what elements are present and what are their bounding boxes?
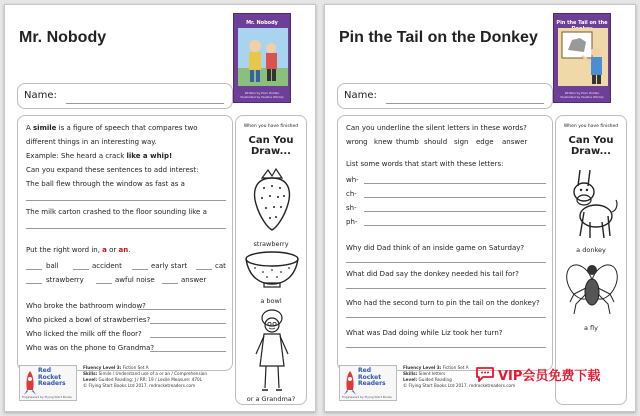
word-ball: ball <box>46 262 59 270</box>
copyright: © Flying Start Books Ltd 2017. redrocketreaders.com <box>83 383 196 388</box>
answer-line[interactable] <box>346 347 546 348</box>
vip-watermark <box>475 363 600 385</box>
bowl-drawing <box>243 250 301 290</box>
rocket-icon <box>343 370 357 396</box>
when-finished-label: When you have finished <box>243 124 299 129</box>
cover-authors: Written by Pam Holden Illustrated by Pauline Whimp <box>560 91 604 99</box>
book-cover <box>553 13 611 103</box>
level: Level: Guided Reading: J / RR: 19 / Lexile Measure: 470L <box>83 377 203 382</box>
word-early-start: early start <box>151 262 188 270</box>
list-words-instruction: List some words that start with these letters: <box>346 160 504 168</box>
silent-word-wrong[interactable]: wrong <box>346 138 368 146</box>
silent-word-thumb[interactable]: thumb <box>396 138 419 146</box>
word-strawberry: strawberry <box>46 276 84 284</box>
answer-line[interactable] <box>364 197 546 198</box>
fluency-level: Fluency Level 3: Fiction Set A <box>403 365 469 370</box>
caption-bowl: a bowl <box>260 297 282 305</box>
blank-line[interactable] <box>196 269 212 270</box>
level: Level: Guided Reading <box>403 377 452 382</box>
rocket-icon <box>23 370 37 396</box>
skills: Skills: Simile / Understand use of a or an / Comprehension <box>83 371 207 376</box>
answer-line[interactable] <box>364 183 546 184</box>
question-1: Why did Dad think of an inside game on Saturday? <box>346 244 525 252</box>
expand-instruction: Can you expand these sentences to add interest: <box>26 166 199 174</box>
caption-strawberry: strawberry <box>253 240 289 248</box>
answer-line[interactable] <box>364 211 546 212</box>
question-2: Who picked a bowl of strawberries? <box>26 316 151 324</box>
caption-fly: a fly <box>584 324 598 332</box>
question-4: What was Dad doing while Liz took her turn? <box>346 329 503 337</box>
silent-word-sign[interactable]: sign <box>454 138 469 146</box>
skills: Skills: Silent letters <box>403 371 446 376</box>
answer-line[interactable] <box>346 288 546 289</box>
can-you-draw-panel <box>235 115 307 405</box>
name-field[interactable] <box>386 103 544 104</box>
vip-watermark-text: VIP会员免费下载 <box>498 368 601 384</box>
copyright: © Flying Start Books Ltd 2017. redrocketreaders.com <box>403 383 516 388</box>
answer-line[interactable] <box>26 228 226 229</box>
question-3: Who licked the milk off the floor? <box>26 330 142 338</box>
fluency-level: Fluency Level 3: Fiction Set A <box>83 365 149 370</box>
word-answer: answer <box>181 276 207 284</box>
answer-line[interactable] <box>26 200 226 201</box>
footer <box>17 361 233 405</box>
blank-line[interactable] <box>73 269 89 270</box>
question-4: Who was on the phone to Grandma? <box>26 344 155 352</box>
answer-line[interactable] <box>150 351 226 352</box>
name-box <box>17 83 233 109</box>
answer-line[interactable] <box>346 262 546 263</box>
name-field[interactable] <box>66 103 224 104</box>
answer-line[interactable] <box>364 225 546 226</box>
prefix-wh: wh- <box>346 176 359 184</box>
name-box <box>337 83 553 109</box>
blank-line[interactable] <box>162 283 178 284</box>
question-2: What did Dad say the donkey needed his tail for? <box>346 270 519 278</box>
word-cat: cat <box>215 262 226 270</box>
blank-line[interactable] <box>132 269 148 270</box>
strawberry-drawing <box>250 166 294 232</box>
question-1: Who broke the bathroom window? <box>26 302 146 310</box>
silent-word-knew[interactable]: knew <box>374 138 393 146</box>
answer-line[interactable] <box>150 337 226 338</box>
chat-bubble-icon <box>475 366 495 382</box>
silent-word-should[interactable]: should <box>424 138 448 146</box>
sentence-prompt-1: The ball flew through the window as fast as a <box>26 180 185 188</box>
fly-drawing <box>566 258 618 320</box>
grandma-drawing <box>252 308 292 394</box>
page-title: Pin the Tail on the Donkey <box>339 29 538 46</box>
silent-letters-instruction: Can you underline the silent letters in these words? <box>346 124 527 132</box>
sentence-prompt-2: The milk carton crashed to the floor sounding like a <box>26 208 207 216</box>
worksheet-pin-the-tail <box>324 4 636 412</box>
caption-donkey: a donkey <box>576 246 606 254</box>
blank-line[interactable] <box>96 283 112 284</box>
silent-word-edge[interactable]: edge <box>476 138 494 146</box>
prefix-ch: ch- <box>346 190 357 198</box>
blank-line[interactable] <box>26 269 42 270</box>
can-you-draw-panel <box>555 115 627 405</box>
name-label: Name: <box>344 90 377 101</box>
can-you-draw-heading: Can You Draw... <box>568 135 614 157</box>
cover-illustration <box>238 28 288 86</box>
page-title: Mr. Nobody <box>19 29 107 46</box>
simile-definition-line: A simile is a figure of speech that compares two <box>26 124 198 132</box>
question-3: Who had the second turn to pin the tail on the donkey? <box>346 299 540 307</box>
cover-illustration <box>558 28 608 86</box>
book-cover <box>233 13 291 103</box>
exercise-panel <box>17 115 233 371</box>
answer-line[interactable] <box>150 323 226 324</box>
exercise-panel <box>337 115 553 371</box>
red-rocket-readers-logo: Red Rocket Readers Engineered by Flying Start Books <box>339 365 397 401</box>
when-finished-label: When you have finished <box>563 124 619 129</box>
silent-word-answer[interactable]: answer <box>502 138 528 146</box>
prefix-sh: sh- <box>346 204 357 212</box>
can-you-draw-heading: Can You Draw... <box>248 135 294 157</box>
caption-grandma: or a Grandma? <box>246 395 296 403</box>
cover-title: Mr. Nobody <box>246 20 278 26</box>
word-awful-noise: awful noise <box>115 276 155 284</box>
cover-authors: Written by Pam Holden Illustrated by Pauline Whimp <box>240 91 284 99</box>
worksheet-mr-nobody <box>4 4 316 412</box>
answer-line[interactable] <box>346 317 546 318</box>
cover-title: Pin the Tail on the <box>556 20 608 26</box>
red-rocket-readers-logo: Red Rocket Readers Engineered by Flying Start Books <box>19 365 77 401</box>
simile-example: Example: She heard a crack like a whip! <box>26 152 173 160</box>
simile-definition-line2: different things in an interesting way. <box>26 138 157 146</box>
article-instruction: Put the right word in, a or an. <box>26 246 131 254</box>
word-accident: accident <box>92 262 122 270</box>
answer-line[interactable] <box>138 309 226 310</box>
prefix-ph: ph- <box>346 218 358 226</box>
name-label: Name: <box>24 90 57 101</box>
blank-line[interactable] <box>26 283 42 284</box>
donkey-drawing <box>564 166 620 242</box>
